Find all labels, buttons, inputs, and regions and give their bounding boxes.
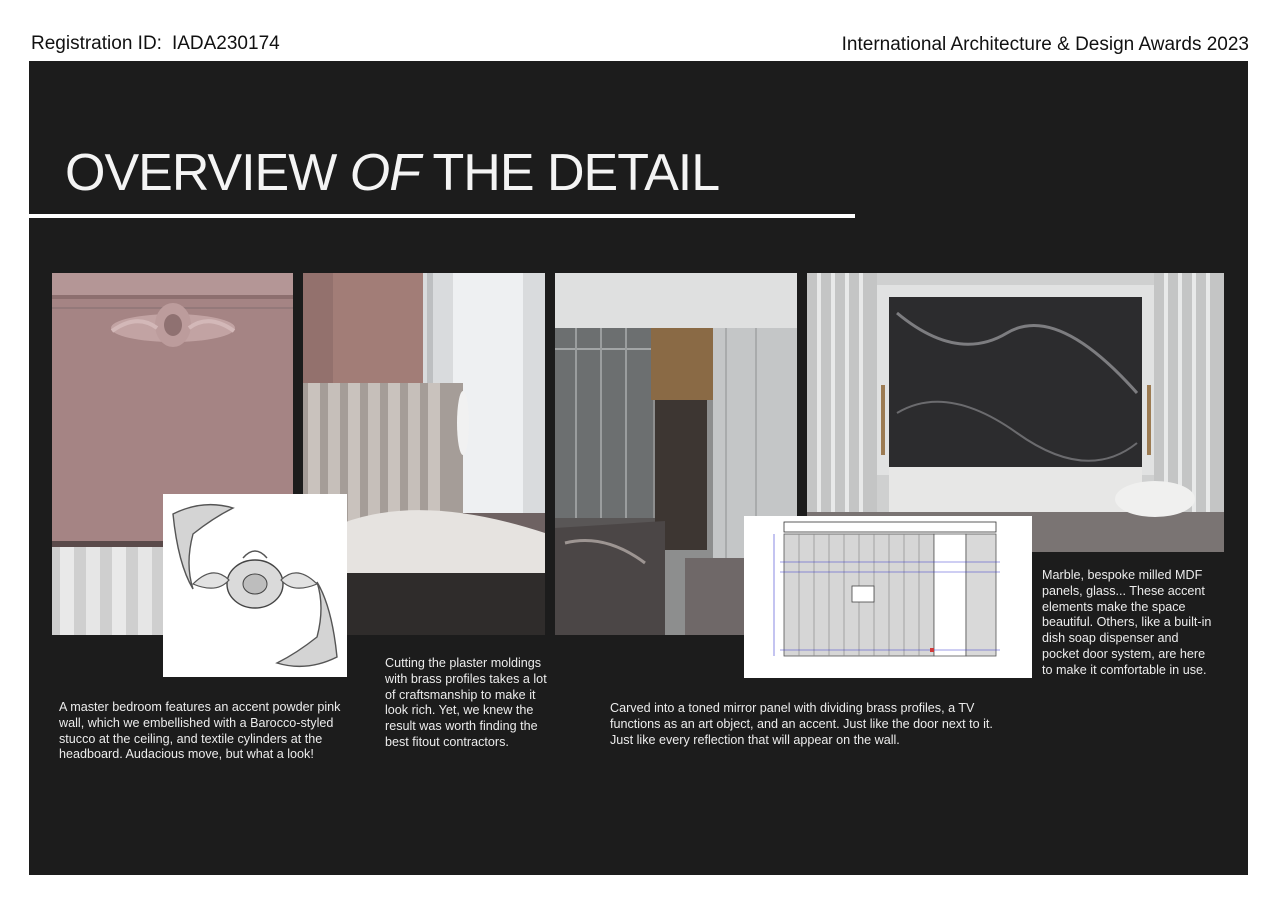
caption-tv: Carved into a toned mirror panel with dividing brass profiles, a TV functions as an art object, and an accent. Just like the door next to it. Just like every reflection that will appear on the wall. <box>610 701 993 747</box>
registration <box>31 33 280 55</box>
board-panel <box>29 61 1248 875</box>
registration-id: IADA230174 <box>171 33 280 54</box>
caption-moldings: Cutting the plaster moldings with brass profiles takes a lot of craftsmanship to make it look rich. Yet, we knew the result was worth finding the best fitout contractors. <box>385 656 547 749</box>
photo-marble-kitchen <box>807 273 1224 552</box>
drawing-wall-elevation <box>744 516 1032 678</box>
title-part-2: OF <box>349 144 420 202</box>
title-part-1: OVERVIEW <box>65 144 350 202</box>
award-title: International Architecture & Design Awards 2023 <box>841 34 1249 55</box>
caption-bedroom: A master bedroom features an accent powder pink wall, which we embellished with a Barocco-styled stucco at the ceiling, and textile cylinders at the headboard. Audacious move, but what a look! <box>59 700 341 762</box>
registration-label: Registration ID: <box>31 33 162 54</box>
title-part-3: THE DETAIL <box>420 144 720 202</box>
page-title <box>65 143 719 203</box>
title-underline <box>29 214 855 218</box>
drawing-stucco-ornament <box>163 494 347 677</box>
caption-marble: Marble, bespoke milled MDF panels, glass... These accent elements make the space beautiful. Others, like a built-in dish soap dispenser and pocket door system, are here to make it comfortable in use. <box>1042 568 1212 677</box>
